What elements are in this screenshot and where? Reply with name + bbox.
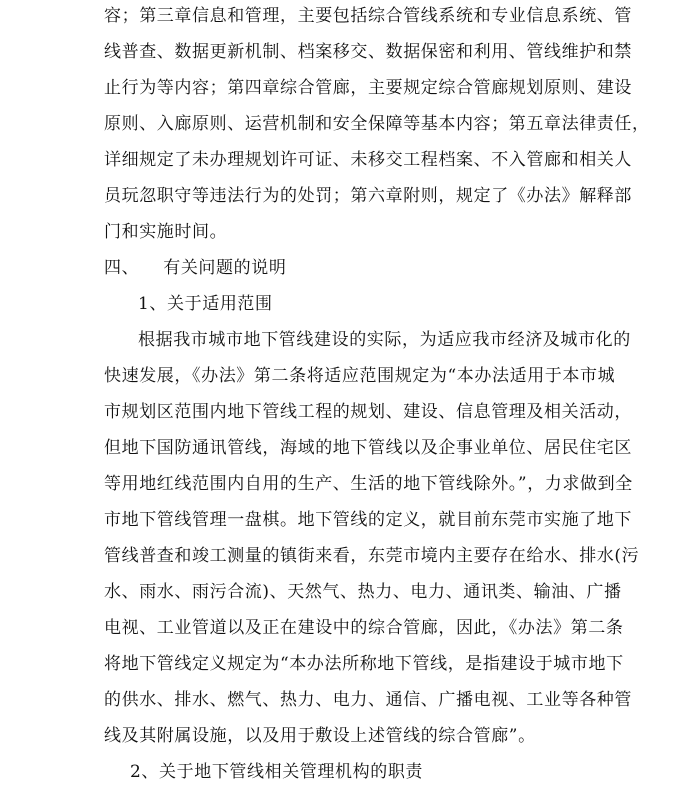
paragraph-line: 快速发展，《办法》第二条将适应范围规定为“本办法适用于本市城 xyxy=(104,366,616,386)
paragraph-line: 市地下管线管理一盘棋。地下管线的定义，就目前东莞市实施了地下 xyxy=(104,510,632,530)
text-line: 员玩忽职守等违法行为的处罚；第六章附则，规定了《办法》解释部 xyxy=(104,186,632,206)
text-line: 线普查、数据更新机制、档案移交、数据保密和利用、管线维护和禁 xyxy=(104,42,632,62)
text-line: 门和实施时间。 xyxy=(104,222,228,242)
paragraph-line: 市规划区范围内地下管线工程的规划、建设、信息管理及相关活动， xyxy=(104,402,632,422)
section-heading: 四、 有关问题的说明 xyxy=(104,258,287,278)
paragraph-line: 电视、工业管道以及正在建设中的综合管廊，因此，《办法》第二条 xyxy=(104,618,624,638)
text-line: 容；第三章信息和管理，主要包括综合管线系统和专业信息系统、管 xyxy=(104,6,632,26)
text-line: 止行为等内容；第四章综合管廊，主要规定综合管廊规划原则、建设 xyxy=(104,78,632,98)
paragraph-line: 水、雨水、雨污合流)、天然气、热力、电力、通讯类、输油、广播 xyxy=(104,582,622,602)
paragraph-line: 将地下管线定义规定为“本办法所称地下管线，是指建设于城市地下 xyxy=(104,654,624,674)
paragraph-line: 根据我市城市地下管线建设的实际，为适应我市经济及城市化的 xyxy=(138,330,631,350)
paragraph-line: 线及其附属设施，以及用于敷设上述管线的综合管廊”。 xyxy=(104,726,536,746)
text-line: 原则、入廊原则、运营机制和安全保障等基本内容；第五章法律责任， xyxy=(104,114,650,134)
paragraph-line: 管线普查和竣工测量的镇街来看，东莞市境内主要存在给水、排水(污 xyxy=(104,546,640,566)
paragraph-line: 等用地红线范围内自用的生产、生活的地下管线除外。”，力求做到全 xyxy=(104,474,633,494)
paragraph-line: 的供水、排水、燃气、热力、电力、通信、广播电视、工业等各种管 xyxy=(104,690,632,710)
subsection-heading: 2、关于地下管线相关管理机构的职责 xyxy=(130,762,424,782)
subsection-heading: 1、关于适用范围 xyxy=(138,294,273,314)
paragraph-line: 但地下国防通讯管线，海域的地下管线以及企事业单位、居民住宅区 xyxy=(104,438,632,458)
text-line: 详细规定了未办理规划许可证、未移交工程档案、不入管廊和相关人 xyxy=(104,150,632,170)
